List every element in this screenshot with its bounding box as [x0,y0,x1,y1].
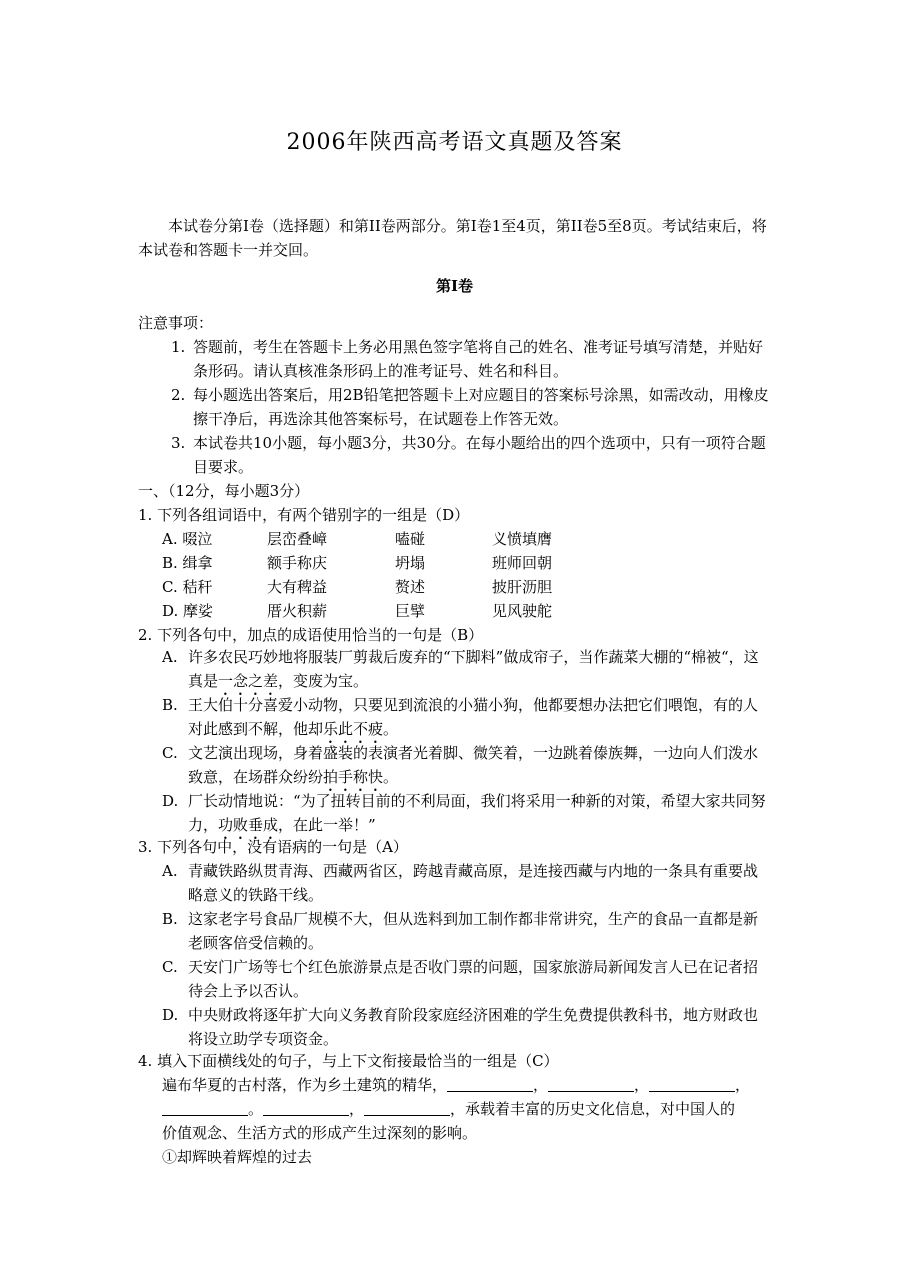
q1-option-label: D. 摩娑 [162,602,214,620]
option-text: 天安门广场等七个红色旅游景点是否收门票的问题，国家旅游局新闻发言人已在记者招待会上予以否认。 [188,958,759,1000]
passage-text: 遍布华夏的古村落，作为乡土建筑的精华， [162,1076,448,1094]
option-number: B. [162,696,178,714]
q1-word: 义愤填膺 [492,530,553,548]
option-text: 中央财政将逐年扩大向义务教育阶段家庭经济困难的学生免费提供教科书，地方财政也将设立助学专项资金。 [188,1006,759,1048]
q4-passage-line [162,1073,750,1097]
option-number: D. [162,792,179,810]
notice-item [171,383,772,431]
option-number: A. [162,648,178,666]
q1-word: 见风驶舵 [492,602,553,620]
q2-option [162,645,772,699]
q1-word: 嗑碰 [395,530,426,548]
option-text: 青藏铁路纵贯青海、西藏两省区，跨越青藏高原，是连接西藏与内地的一条具有重要战略意义的铁路干线。 [188,862,759,904]
punct: ， [349,1100,365,1118]
question-stem: 3. 下列各句中，没有语病的一句是（A） [138,838,408,856]
q3-option [162,907,772,955]
question-stem: 2. 下列各句中，加点的成语使用恰当的一句是（B） [138,626,484,644]
notice-number: 1. [171,338,186,356]
notice-text: 每小题选出答案后，用2B铅笔把答题卡上对应题目的答案标号涂黑，如需改动，用橡皮擦干净后，再选涂其他答案标号，在试题卷上作答无效。 [193,386,769,428]
option-number: B. [162,910,178,928]
q1-word: 大有稗益 [267,578,328,596]
q1-word: 额手称庆 [267,554,328,572]
fill-blank [263,1099,349,1116]
q1-word: 坍塌 [395,554,426,572]
dotted-idiom: 一念之差 [218,672,279,690]
q3-option [162,955,772,1003]
q4-sentence-item: ①却辉映着辉煌的过去 [162,1148,313,1166]
fill-blank [364,1099,450,1116]
option-number: A. [162,862,178,880]
fill-blank [649,1075,735,1092]
option-text: 文艺演出现场，身着盛装的表演者光着脚、微笑着，一边跳着傣族舞，一边向人们泼水致意，在场群众纷纷 [188,744,759,786]
q1-word: 层峦叠嶂 [267,530,328,548]
punct: 。 [248,1100,264,1118]
dotted-idiom: 乐此不疲 [323,720,384,738]
q1-option-label: C. 秸秆 [162,578,213,596]
option-text: 许多农民巧妙地将服装厂剪裁后废弃的“下脚料”做成帘子，当作蔬菜大棚的“棉被“，这真是 [188,648,759,690]
q4-passage-line [162,1097,735,1121]
option-text: 厂长动情地说：“为了扭转目前的不利局面，我们将采用一种新的对策，希望大家共同努力， [188,792,766,834]
dotted-idiom: 拍手称快 [323,768,384,786]
q2-option [162,741,772,795]
fill-blank [447,1075,533,1092]
option-text: 这家老字号食品厂规模不大，但从选料到加工制作都非常讲究，生产的食品一直都是新老顾客倍受信赖的。 [188,910,759,952]
notice-label: 注意事项： [138,314,214,332]
notice-item [171,335,772,383]
option-text: 。 [383,768,399,786]
q1-word: 赘述 [395,578,426,596]
intro-paragraph: 本试卷分第Ⅰ卷（选择题）和第II卷两部分。第Ⅰ卷1至4页，第II卷5至8页。考试结束后，将本试卷和答题卡一并交回。 [138,217,767,259]
question-stem: 4. 填入下面横线处的句子，与上下文衔接最恰当的一组是（C） [138,1052,559,1070]
q3-option [162,859,772,907]
q1-word: 披肝沥胆 [492,578,553,596]
option-text: ，变废为宝。 [278,672,369,690]
q1-option-label: A. 啜泣 [162,530,213,548]
notice-text: 答题前，考生在答题卡上务必用黑色签字笔将自己的姓名、准考证号填写清楚，并贴好条形码。请认真核准条形码上的准考证号、姓名和科目。 [193,338,764,380]
option-number: C. [162,744,178,762]
q1-word: 巨擘 [395,602,426,620]
page-title: 2006年陕西高考语文真题及答案 [286,130,623,155]
punct: ， [735,1076,751,1094]
fill-blank [162,1099,248,1116]
notice-text: 本试卷共10小题，每小题3分，共30分。在每小题给出的四个选项中，只有一项符合题目要求。 [193,434,766,476]
option-text: ，在此一举！” [278,816,376,834]
punct: ， [533,1076,549,1094]
q1-option-label: B. 缉拿 [162,554,213,572]
q1-word: 厝火积薪 [267,602,328,620]
option-number: C. [162,958,178,976]
option-text: 。 [383,720,399,738]
section-heading: 一、（12分，每小题3分） [138,482,310,500]
option-text: 王大伯十分喜爱小动物，只要见到流浪的小猫小狗，他都要想办法把它们喂饱，有的人对此感到不解，他却 [188,696,759,738]
notice-number: 3. [171,434,186,452]
passage-text: ，承载着丰富的历史文化信息，对中国人的 [450,1100,736,1118]
notice-number: 2. [171,386,186,404]
fill-blank [548,1075,634,1092]
notice-item [171,431,772,479]
q1-word: 班师回朝 [492,554,553,572]
option-number: D. [162,1006,179,1024]
dotted-idiom: 功败垂成 [218,816,279,834]
q4-passage-line: 价值观念、生活方式的形成产生过深刻的影响。 [162,1124,478,1142]
q2-option [162,693,772,747]
punct: ， [634,1076,650,1094]
volume-title: 第Ⅰ卷 [435,277,474,295]
q3-option [162,1003,772,1051]
question-stem: 1. 下列各组词语中，有两个错别字的一组是（D） [138,506,470,524]
